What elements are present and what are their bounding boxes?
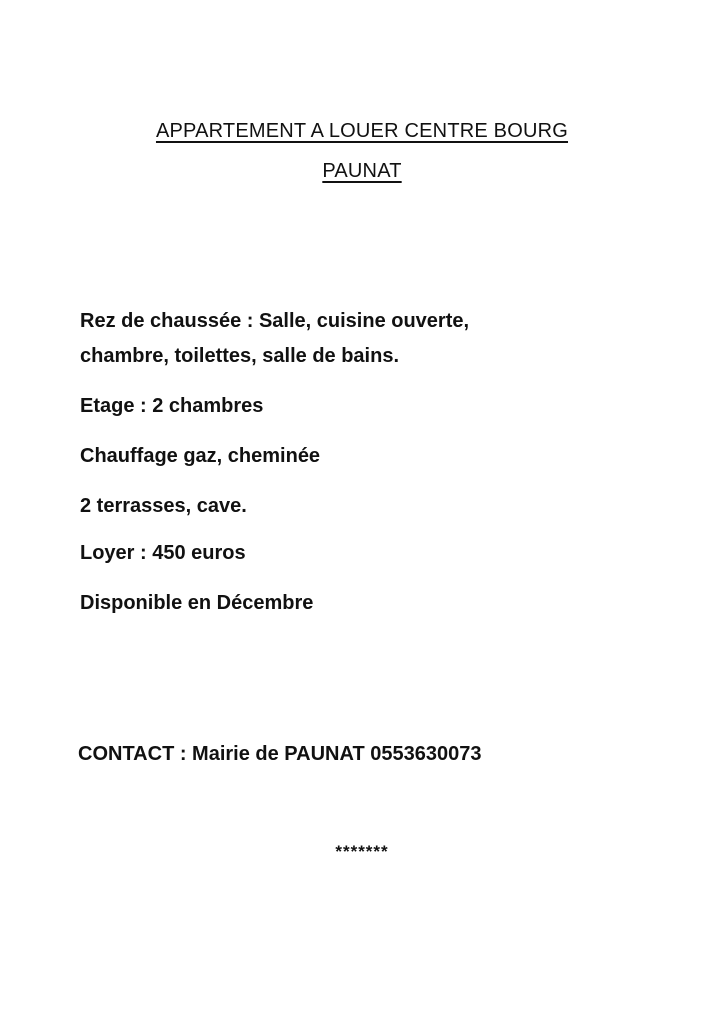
- detail-ground-floor-continued: chambre, toilettes, salle de bains.: [80, 345, 400, 367]
- detail-heating: Chauffage gaz, cheminée: [80, 445, 321, 467]
- detail-terraces: 2 terrasses, cave.: [80, 495, 247, 517]
- page-title: [0, 120, 724, 143]
- detail-rent: Loyer : 450 euros: [80, 542, 246, 564]
- footer-separator: *******: [335, 842, 389, 861]
- detail-availability: Disponible en Décembre: [80, 592, 314, 614]
- detail-ground-floor: Rez de chaussée : Salle, cuisine ouverte,: [80, 310, 470, 332]
- title-line-2: PAUNAT: [322, 160, 402, 182]
- contact-line: CONTACT : Mairie de PAUNAT 0553630073: [78, 743, 482, 765]
- title-line-1: APPARTEMENT A LOUER CENTRE BOURG: [155, 120, 569, 142]
- page-subtitle: [0, 160, 724, 183]
- detail-floor: Etage : 2 chambres: [80, 395, 264, 417]
